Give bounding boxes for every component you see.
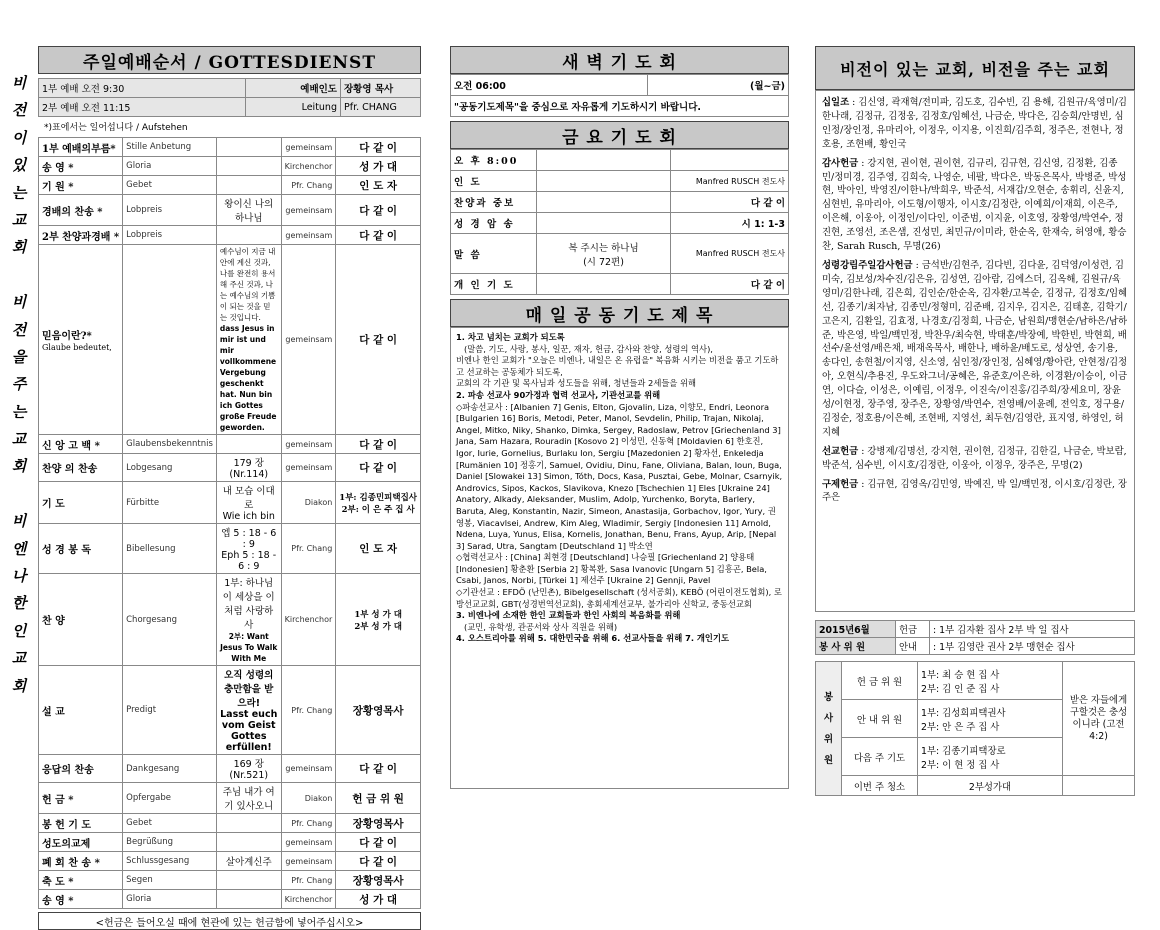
prayer-item: 3. 비엔나에 소재한 한인 교회들과 한인 사회의 복음화를 위해 [456, 610, 681, 621]
service-item-row [39, 482, 421, 524]
item-german: Glaubensbekenntnis [123, 435, 217, 454]
duty-role: 헌금 [896, 621, 930, 638]
item-name: 축 도 * [39, 871, 123, 890]
item-performer-de: gemeinsam [281, 245, 336, 435]
item-german: Opfergabe [123, 783, 217, 814]
item-german: Lobgesang [123, 454, 217, 482]
motto-char: 는 [11, 183, 27, 202]
item-name: 송 영 * [39, 890, 123, 909]
friday-prayer-table [450, 149, 789, 295]
prayer-meeting-column [450, 46, 789, 789]
item-performer-de: gemeinsam [281, 454, 336, 482]
item-german: Gloria [123, 157, 217, 176]
item-performer: 다 같 이 [336, 833, 421, 852]
item-name: 찬 양 [39, 574, 123, 666]
service-order-header: 주일예배순서 / GOTTESDIENST [38, 46, 421, 74]
friday-content [537, 192, 671, 213]
friday-content [537, 171, 671, 192]
item-performer-de: Diakon [281, 783, 336, 814]
item-name: 송 영 * [39, 157, 123, 176]
service-item-row [39, 138, 421, 157]
item-name: 응답의 찬송 [39, 755, 123, 783]
service-item-row [39, 755, 421, 783]
duty-names: : 1부 김영란 권사 2부 맹현순 집사 [930, 638, 1135, 655]
item-german: Fürbitte [123, 482, 217, 524]
item-name: 신 앙 고 백 * [39, 435, 123, 454]
item-content [216, 814, 281, 833]
item-content [216, 890, 281, 909]
item-performer: 1부: 김종민피택집사 2부: 이 은 주 집 사 [336, 482, 421, 524]
item-german: Predigt [123, 666, 217, 755]
motto-char: 전 [11, 320, 27, 339]
duty-verse: 받은 자들에게 구할것은 충성이니라 (고전4:2) [1063, 662, 1135, 776]
item-content: 주님 내가 여기 있사오니 [216, 783, 281, 814]
dawn-note: "공동기도제목"을 중심으로 자유롭게 기도하시기 바랍니다. [451, 96, 789, 117]
dawn-time: 오전 06:00 [451, 75, 648, 96]
item-name: 믿음이란?* Glaube bedeutet, [39, 245, 123, 435]
item-performer-de: Diakon [281, 482, 336, 524]
service-item-row [39, 666, 421, 755]
item-performer: 헌 금 위 원 [336, 783, 421, 814]
motto-char: 을 [11, 347, 27, 366]
service-order-table [38, 137, 421, 909]
item-performer: 인 도 자 [336, 524, 421, 574]
duty-vertical-char: 위 [823, 733, 834, 745]
item-performer-de: gemeinsam [281, 226, 336, 245]
leader-label: Leitung [246, 98, 341, 117]
friday-item: 찬양과 중보 [451, 192, 537, 213]
item-content: 내 모습 이대로 Wie ich bin [216, 482, 281, 524]
motto-char: 주 [11, 375, 27, 394]
pentecost-names: : 금석반/김현주, 김다빈, 김다윤, 김덕영/이성련, 김미숙, 김보성/차수진/김은유, 김성연, 김아람, 김에스더, 김옥해, 김원규/육영미/김한나래, 김은희, 김인순/한순옥, 김자환/고복순, 김정규, 김정호/임혜선, 김종기/최자남, 김종민/정형미, 김준배, 김지우, 김지은, 김태훈, 김학기/고은지, 김환일, 김효정, 나경호/김정희, 나금순, 남원희/맹현순/남하은/남하준, 박은영, 박일/백민정, 박찬우/최숙현, 박태훈/박장예, 박한빈, 박현희, 배선수/윤선영/배은채, 배재옥목사, 배한나, 배하윤/배도로, 성상연, 송기용, 송다인, 송현철/이지영, 신소영, 심인정/장인정, 심혜영/황아란, 안현정/김정아, 오현식/추용진, 우도와그너/공혜은, 유준호/이은하, 이경환/이승이, 이금연, 이다슬, 이성은, 이예림, 이정우, 이진숙/이진홍/김주희/장세요미, 장윤성/이현정, 장주영, 장주은, 장황영/박연수, 전영배/이윤례, 전익호, 정구용/김정순, 정호용/이은혜, 조현배, 지영선, 최두현/김영란, 표지영, 하영인, 허지혜 [822, 259, 1128, 438]
friday-item: 성 경 암 송 [451, 213, 537, 234]
offering-column [815, 46, 1135, 796]
friday-row [451, 274, 789, 295]
item-name: 성도의교제 [39, 833, 123, 852]
item-german: Lobpreis [123, 195, 217, 226]
item-performer-de: gemeinsam [281, 195, 336, 226]
duty-role: 헌 금 위 원 [842, 662, 918, 700]
service-item-row [39, 524, 421, 574]
item-performer: 성 가 대 [336, 157, 421, 176]
duty-role: 안내 [896, 638, 930, 655]
item-performer: 1부 성 가 대 2부 성 가 대 [336, 574, 421, 666]
item-german: Gloria [123, 890, 217, 909]
item-content: 왕이신 나의 하나님 [216, 195, 281, 226]
leader-name: 장황영 목사 [341, 79, 421, 98]
relief-title: 구제헌금 [822, 478, 859, 490]
item-content: 169 장(Nr.521) [216, 755, 281, 783]
friday-row [451, 213, 789, 234]
friday-row [451, 150, 789, 171]
item-content: 1부: 하나님이 세상을 이처럼 사랑하사 2부: Want Jesus To Walk With Me [216, 574, 281, 666]
duty-row [816, 662, 1135, 700]
duty-names: 1부: 김종기피택장로 2부: 이 현 정 집 사 [918, 738, 1063, 776]
duty-vertical-char: 사 [823, 712, 834, 724]
item-name: 찬양 의 찬송 [39, 454, 123, 482]
mission-names: : 강병제/김명선, 강지현, 권이현, 김정규, 김한길, 나금순, 박보람, 박준석, 심수빈, 이시호/김정란, 이웅아, 이정우, 장주은, 무명(2) [822, 445, 1127, 471]
item-performer: 다 같 이 [336, 755, 421, 783]
prayer-item: 비엔나 한인 교회가 "오늘은 비엔나, 내일은 온 유럽을" 복음화 시키는 비전을 품고 기도하고 선교하는 공동체가 되도록, [456, 355, 779, 377]
duty-table [815, 661, 1135, 796]
friday-prayer-header: 금 요 기 도 회 [450, 121, 789, 149]
item-performer: 장황영목사 [336, 666, 421, 755]
service-item-row [39, 890, 421, 909]
item-german: Gebet [123, 176, 217, 195]
duty-names: 2부성가대 [918, 776, 1063, 796]
service-item-row [39, 814, 421, 833]
service-times-table [38, 78, 421, 117]
prayer-item: (말씀, 기도, 사랑, 봉사, 일꾼, 재자, 헌금, 감사와 찬양, 성령의 역사), [464, 343, 713, 354]
relief-names: : 김규현, 김영옥/김민영, 박예진, 박 일/백민정, 이시호/김정란, 장주은 [822, 478, 1127, 504]
daily-prayer-header: 매 일 공 동 기 도 제 목 [450, 299, 789, 327]
item-name: 폐 회 찬 송 * [39, 852, 123, 871]
item-name: 2부 찬양과경배 * [39, 226, 123, 245]
motto-char: 교 [11, 210, 27, 229]
item-name: 성 경 봉 독 [39, 524, 123, 574]
friday-leader [671, 150, 789, 171]
item-performer-de: Kirchenchor [281, 157, 336, 176]
motto-char: 인 [11, 621, 27, 640]
motto-char [6, 262, 32, 289]
prayer-item: 4. 오스트리아를 위해 5. 대한민국을 위해 6. 선교사들을 위해 7. 개인기도 [456, 633, 729, 644]
thanks-title: 감사헌금 [822, 157, 859, 169]
item-german: Chorgesang [123, 574, 217, 666]
motto-char: 비 [11, 74, 27, 92]
friday-content: 복 주시는 하나님 (시 72편) [537, 234, 671, 274]
service-item-row [39, 435, 421, 454]
item-performer-de: Pfr. Chang [281, 666, 336, 755]
friday-row [451, 171, 789, 192]
motto-char: 교 [11, 649, 27, 668]
item-content: 오직 성령의 충만함을 받으라! Lasst euch vom Geist Gottes erfüllen! [216, 666, 281, 755]
duty-top-table [815, 620, 1135, 655]
service-order-column [38, 46, 421, 930]
item-german: Stille Anbetung [123, 138, 217, 157]
item-performer-de: gemeinsam [281, 138, 336, 157]
stand-note: *)표에서는 일어섭니다 / Aufstehen [44, 123, 188, 133]
duty-role: 안 내 위 원 [842, 700, 918, 738]
offering-footer: <헌금은 들어오실 때에 현관에 있는 헌금함에 넣어주십시오> [38, 912, 421, 930]
friday-item: 개 인 기 도 [451, 274, 537, 295]
motto-char: 한 [11, 594, 27, 613]
item-performer: 다 같 이 [336, 852, 421, 871]
item-performer: 다 같 이 [336, 138, 421, 157]
item-name: 경배의 찬송 * [39, 195, 123, 226]
motto-char [6, 481, 32, 508]
item-german: Schlussgesang [123, 852, 217, 871]
service-time: 2부 예배 오전 11:15 [39, 98, 246, 117]
prayer-item: ◇파송선교사 : [Albanien 7] Genis, Elton, Gjovalin, Liza, 이향모, Endri, Leonora [Bulgarien 16] Boris, Metodi, Peter, Manol, Sevdelin, Philip, Trajan, Nikolaj, Angel, Mitko, Niky, Shanko, Dimka, Sergey, Radoslaw, Petrov [Griechenland 3] Jana, Sam Hazara, Rouradin [Kosovo 2] 이성민, 신동혁 [Moldavien 6] 한호진, Igor, Iurie, Gornelius, Burlaku Ion, Sergiu [Mazedonien 2] 황자선, Enkeledja [Rumänien 10] 정홍기, Samuel, Ovidiu, Dinu, Fane, Oliviana, Balan, Ioun, Buga, Daniel [Slowakei 13] Simon, Tóth, Docs, Kasa, Pusztai, Gebe, Molnar, Csarnyik, Androvics, Sipos, Kackos, Slavikova, Knezo [Tschechien 1] Eles [Ukraine 24] Anatory, Alkady, Aleksander, Muslim, Adolp, Yurchenko, Boryta, Barlery, Baruta, Aleg, Konstantin, Nazir, Simeon, Anastasija, Gorbachov, Igor, Yury, 권영봉, Viacavlsei, Andrew, Kim Aleg, Wladimir, Sergiy [Indonesien 11] Arnold, Ndena, Luya, Yunus, Elisa, Kornelis, Jonathan, Benu, Frans, Ayup, Arip, [Nepal 3] Sarad, Utra, Sangtam [Deutschland 1] 박소연 [456, 401, 783, 551]
tithe-title: 십일조 [822, 97, 850, 108]
item-content: 179 장(Nr.114) [216, 454, 281, 482]
service-time-row [39, 79, 421, 98]
motto-char: 나 [11, 567, 27, 586]
motto-char: 전 [11, 101, 27, 120]
friday-row [451, 192, 789, 213]
motto-char: 비 [11, 293, 27, 312]
friday-content [537, 150, 671, 171]
friday-leader: Manfred RUSCH 전도사 [671, 234, 789, 274]
prayer-item: (교민, 유학생, 관공서와 상사 직원을 위해) [464, 621, 618, 632]
service-item-row [39, 833, 421, 852]
friday-leader: 다 같 이 [671, 274, 789, 295]
item-performer-de: gemeinsam [281, 435, 336, 454]
mission-title: 선교헌금 [822, 445, 859, 457]
service-item-row [39, 245, 421, 435]
offering-list [815, 90, 1135, 612]
duty-names: 1부: 김성희피택권사 2부: 안 은 주 집 사 [918, 700, 1063, 738]
service-item-row [39, 157, 421, 176]
motto-char: 교 [11, 430, 27, 449]
item-performer: 성 가 대 [336, 890, 421, 909]
item-name: 기 도 [39, 482, 123, 524]
friday-item: 오 후 8:00 [451, 150, 537, 171]
item-german: Segen [123, 871, 217, 890]
duty-title: 봉 사 위 원 [816, 638, 896, 655]
duty-row [816, 776, 1135, 796]
duty-vertical-title [816, 662, 842, 796]
service-item-row [39, 852, 421, 871]
item-performer: 다 같 이 [336, 245, 421, 435]
leader-label: 예배인도 [246, 79, 341, 98]
friday-row [451, 234, 789, 274]
prayer-item: 교회의 각 기관 및 목사님과 성도들을 위해, 청년들과 2세들을 위해 [456, 378, 697, 389]
friday-leader: 시 1: 1-3 [671, 213, 789, 234]
item-german: Lobpreis [123, 226, 217, 245]
item-performer: 인 도 자 [336, 176, 421, 195]
vision-header: 비전이 있는 교회, 비전을 주는 교회 [815, 46, 1135, 90]
motto-char: 회 [11, 238, 27, 257]
service-item-row [39, 195, 421, 226]
item-content [216, 176, 281, 195]
dawn-days: (월~금) [648, 75, 789, 96]
tithe-names: : 김신영, 곽재혁/전미파, 김도호, 김수빈, 김 용해, 김원규/육영미/김한나래, 김정규, 김정웅, 김정호/임혜선, 나금순, 박다은, 김승희/안명빈, 심인정/장인정, 유마리아, 이정우, 이지용, 이진희/김주희, 정주은, 전현나, 정호용, 조현배, 황인국 [822, 97, 1127, 150]
duty-vertical-char: 원 [823, 754, 834, 766]
prayer-item: ◇기관선교 : EFDÖ (난민촌), Bibelgesellschaft (성서공회), KEBÖ (어린이전도협회), 로방선교교회, GBT(성경번역선교회), 총회세계선교부, 불가리아 신학교, 중동선교회 [456, 587, 782, 609]
pentecost-title: 성령강림주일감사헌금 [822, 259, 913, 271]
item-content [216, 833, 281, 852]
motto-char: 있 [11, 156, 27, 175]
item-name: 봉 헌 기 도 [39, 814, 123, 833]
item-performer: 다 같 이 [336, 435, 421, 454]
item-content [216, 226, 281, 245]
motto-char: 회 [11, 676, 27, 695]
prayer-item: 2. 파송 선교사 90가정과 협력 선교사, 기관선교를 위해 [456, 389, 661, 400]
motto-char: 이 [11, 128, 27, 147]
service-item-row [39, 574, 421, 666]
duty-vertical-char: 봉 [823, 691, 834, 703]
item-german: Begrüßung [123, 833, 217, 852]
item-performer-de: gemeinsam [281, 833, 336, 852]
motto-char: 엔 [11, 539, 27, 558]
item-german: Dankgesang [123, 755, 217, 783]
item-content [216, 435, 281, 454]
item-performer: 다 같 이 [336, 195, 421, 226]
item-performer: 장황영목사 [336, 814, 421, 833]
item-performer: 다 같 이 [336, 226, 421, 245]
item-performer-de: Pfr. Chang [281, 524, 336, 574]
item-performer-de: gemeinsam [281, 852, 336, 871]
service-item-row [39, 783, 421, 814]
friday-content [537, 274, 671, 295]
item-name: 설 교 [39, 666, 123, 755]
duty-names: 1부: 최 승 현 집 사 2부: 김 인 준 집 사 [918, 662, 1063, 700]
item-german: Bibellesung [123, 524, 217, 574]
item-content [216, 138, 281, 157]
duty-role: 이번 주 청소 [842, 776, 918, 796]
motto-char: 는 [11, 402, 27, 421]
friday-item: 말 씀 [451, 234, 537, 274]
item-content: 엡 5 : 18 - 6 : 9 Eph 5 : 18 - 6 : 9 [216, 524, 281, 574]
service-item-row [39, 226, 421, 245]
duty-blank [1063, 776, 1135, 796]
item-name: 헌 금 * [39, 783, 123, 814]
thanks-names: : 강지현, 권이현, 권이현, 김규리, 김규현, 김신영, 김정환, 김종민/정미경, 김주영, 김희숙, 나영순, 네팔, 박다은, 박동은목사, 박병준, 박성현, 박아인, 박영진/이한나/박희우, 박준석, 서재갑/오현순, 송휘리, 신윤지, 심현빈, 유마리아, 이도형/이행자, 이시호/김정란, 이예희/이재희, 이은주, 이은해, 이웅아, 이정인/이다인, 이준범, 이지윤, 이호영, 장황영/박연수, 정진현, 조영선, 조은샘, 진성민, 최민규/이미라, 한순옥, 한재숙, 허영애, 황승찬, Sarah Rusch, 무명(26) [822, 157, 1127, 253]
service-item-row [39, 176, 421, 195]
service-item-row [39, 871, 421, 890]
item-content [216, 157, 281, 176]
item-performer-de: Pfr. Chang [281, 814, 336, 833]
service-item-row [39, 454, 421, 482]
daily-prayer-list [450, 327, 789, 789]
item-german [123, 245, 217, 435]
item-performer-de: Pfr. Chang [281, 871, 336, 890]
prayer-item: ◇협력선교사 : [China] 최현경 [Deutschland] 나승필 [Griechenland 2] 양용태 [Indonesien] 황춘환 [Serbia 2] 황복환, Sasa Ivanovic [Ungarn 5] 김흥곤, Bela, Csabi, Janos, Norbi, [Türkei 1] 제선주 [Ukraine 2] Gennji, Pavel [456, 552, 767, 586]
item-performer-de: Kirchenchor [281, 890, 336, 909]
dawn-prayer-table [450, 74, 789, 117]
item-name: 기 원 * [39, 176, 123, 195]
friday-item: 인 도 [451, 171, 537, 192]
item-name: 1부 예배의부름* [39, 138, 123, 157]
item-performer: 장황영목사 [336, 871, 421, 890]
friday-leader: Manfred RUSCH 전도사 [671, 171, 789, 192]
leader-name: Pfr. CHANG [341, 98, 421, 117]
item-performer-de: Pfr. Chang [281, 176, 336, 195]
item-performer: 다 같 이 [336, 454, 421, 482]
duty-names: : 1부 김자환 집사 2부 박 일 집사 [930, 621, 1135, 638]
item-content: 예수님이 지금 내 안에 계신 것과, 나를 완전히 용서해 주신 것과, 나는 예수님의 기쁨이 되는 것을 믿는 것입니다. dass Jesus in mir ist und mir vollkommene Vergebung geschenkt hat. Nun bin ich Gottes große Freude geworden. [216, 245, 281, 435]
prayer-item: 1. 차고 넘치는 교회가 되도록 [456, 332, 565, 342]
item-content [216, 871, 281, 890]
motto-char: 비 [11, 512, 27, 531]
item-german: Gebet [123, 814, 217, 833]
motto-char: 회 [11, 457, 27, 476]
duty-month: 2015년6월 [816, 621, 896, 638]
service-time: 1부 예배 오전 9:30 [39, 79, 246, 98]
friday-content [537, 213, 671, 234]
dawn-prayer-header: 새 벽 기 도 회 [450, 46, 789, 74]
item-performer-de: Kirchenchor [281, 574, 336, 666]
item-performer-de: gemeinsam [281, 755, 336, 783]
vertical-motto [6, 70, 32, 700]
item-content: 살아계신주 [216, 852, 281, 871]
duty-role: 다음 주 기도 [842, 738, 918, 776]
friday-leader: 다 같 이 [671, 192, 789, 213]
service-time-row [39, 98, 421, 117]
